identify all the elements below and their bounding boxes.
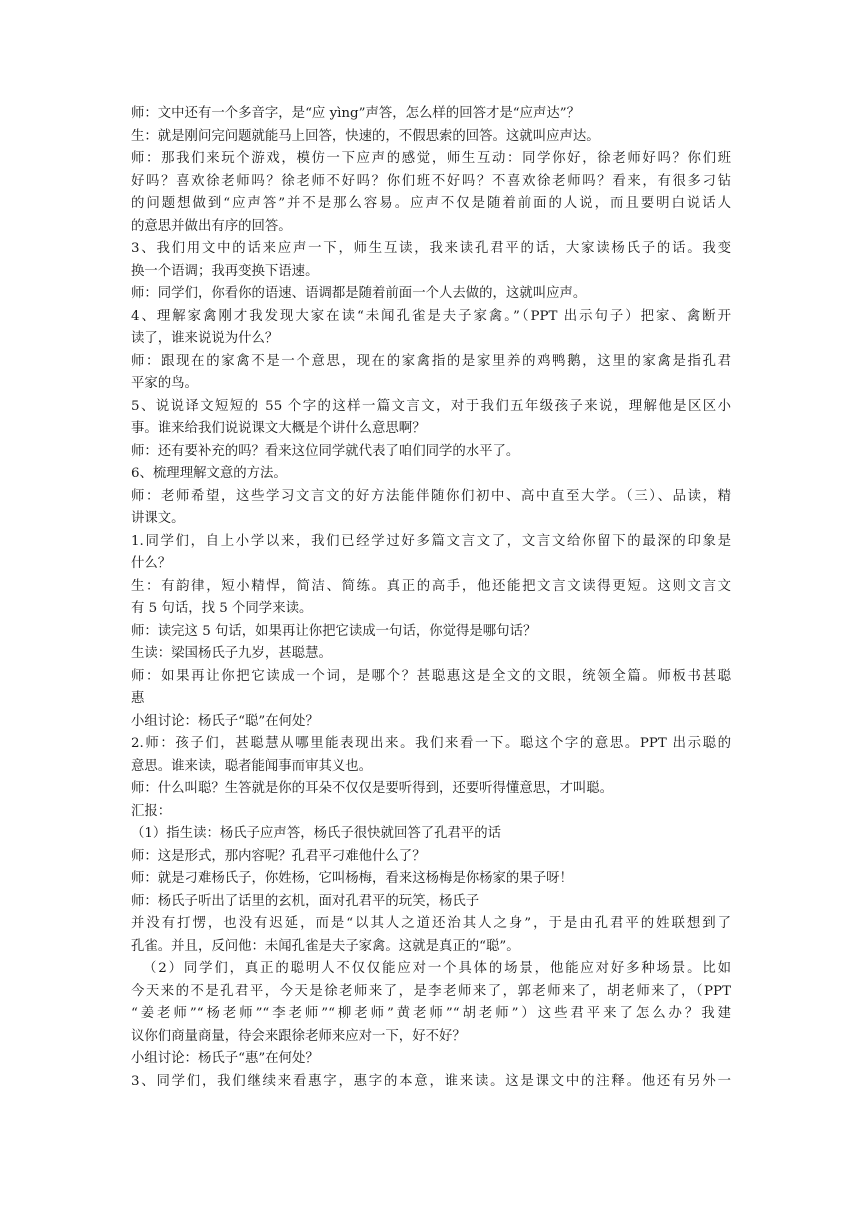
text-line: 汇报： [131, 803, 172, 819]
text-line: 师：老师希望，这些学习文言文的好方法能伴随你们初中、高中直至大学。（三）、品读，精 [131, 488, 731, 504]
text-line: 事。谁来给我们说说课文大概是个讲什么意思啊？ [131, 421, 426, 436]
text-line: 生读：梁国杨氏子九岁，甚聪慧。 [131, 646, 332, 661]
text-line: （2）同学们，真正的聪明人不仅仅能应对一个具体的场景，他能应对好多种场景。比如 [143, 961, 731, 976]
text-line: 师：读完这 5 句话，如果再让你把它读成一句话，你觉得是哪句话？ [131, 623, 537, 639]
text-line: 1.同学们，自上小学以来，我们已经学过好多篇文言文了，文言文给你留下的最深的印象是 [131, 533, 731, 549]
text-line: 小组讨论：杨氏子“聪”在何处？ [131, 713, 319, 729]
text-line: 5、说说译文短短的 55 个字的这样一篇文言文，对于我们五年级孩子来说，理解他是区区小 [131, 398, 731, 414]
text-line: （1）指生读：杨氏子应声答，杨氏子很快就回答了孔君平的话 [131, 826, 502, 841]
text-line: 师：什么叫聪？生答就是你的耳朵不仅仅是要听得到，还要听得懂意思，才叫聪。 [131, 781, 614, 796]
text-line: 读了，谁来说说为什么？ [131, 331, 279, 346]
text-line: 师：同学们，你看你的语速、语调都是随着前面一个人去做的，这就叫应声。 [131, 286, 587, 301]
text-line: 有 5 句话，找 5 个同学来读。 [131, 601, 313, 616]
text-line: 生：就是刚问完问题就能马上回答，快速的，不假思索的回答。这就叫应声达。 [131, 128, 600, 144]
text-line: 3、我们用文中的话来应声一下，师生互读，我来读孔君平的话，大家读杨氏子的话。我变 [131, 241, 731, 256]
text-line: 意思。谁来读，聪者能闻事而审其义也。 [131, 758, 373, 774]
text-line: 师：跟现在的家禽不是一个意思，现在的家禽指的是家里养的鸡鸭鹅，这里的家禽是指孔君 [131, 353, 731, 369]
text-line: 师：如果再让你把它读成一个词，是哪个？甚聪惠这是全文的文眼，统领全篇。师板书甚聪 [131, 668, 731, 684]
text-line: 师：还有要补充的吗？看来这位同学就代表了咱们同学的水平了。 [131, 443, 520, 459]
text-line: 今天来的不是孔君平，今天是徐老师来了，是李老师来了，郭老师来了，胡老师来了，（PPT [131, 983, 731, 999]
text-line: 议你们商量商量，待会来跟徐老师来应对一下，好不好？ [131, 1028, 466, 1044]
text-line: 的意思并做出有序的回答。 [131, 218, 292, 234]
text-line: 6、梳理理解文意的方法。 [131, 466, 287, 481]
text-line: 师：这是形式，那内容呢？孔君平刁难他什么了？ [131, 848, 426, 864]
text-line: 2.师：孩子们，甚聪慧从哪里能表现出来。我们来看一下。聪这个字的意思。PPT 出示聪的 [131, 736, 731, 751]
text-line: 3、同学们，我们继续来看惠字，惠字的本意，谁来读。这是课文中的注释。他还有另外一 [131, 1073, 731, 1089]
text-line: 惠 [131, 691, 145, 706]
text-line: 并没有打愣，也没有迟延，而是“以其人之道还治其人之身”，于是由孔君平的姓联想到了 [131, 916, 731, 931]
text-line: 小组讨论：杨氏子“惠”在何处？ [131, 1051, 319, 1066]
text-line: 师：那我们来玩个游戏，模仿一下应声的感觉，师生互动：同学你好，徐老师好吗？你们班 [131, 151, 731, 166]
text-line: 平家的鸟。 [131, 376, 198, 391]
text-line: 师：文中还有一个多音字，是“应 yìng”声答，怎么样的回答才是“应声达”？ [131, 106, 581, 121]
text-line: 讲课文。 [131, 511, 185, 526]
text-line: 什么？ [131, 556, 172, 571]
text-line: 生：有韵律，短小精悍，简洁、简练。真正的高手，他还能把文言文读得更短。这则文言文 [131, 578, 731, 594]
text-line: 师：就是刁难杨氏子，你姓杨，它叫杨梅，看来这杨梅是你杨家的果子呀！ [131, 871, 573, 886]
text-line: 好吗？喜欢徐老师吗？徐老师不好吗？你们班不好吗？不喜欢徐老师吗？看来，有很多刁钻 [131, 173, 731, 189]
text-line: 师：杨氏子听出了话里的玄机，面对孔君平的玩笑，杨氏子 [131, 893, 480, 909]
text-line: “姜老师”“杨老师”“李老师”“柳老师”黄老师”“胡老师”）这些君平来了怎么办？我建 [131, 1006, 731, 1021]
document-page [131, 103, 731, 1093]
text-line: 的问题想做到“应声答”并不是那么容易。应声不仅是随着前面的人说，而且要明白说话人 [131, 196, 731, 211]
text-line: 换一个语调；我再变换下语速。 [131, 263, 319, 279]
text-line: 4、理解家禽刚才我发现大家在读“未闻孔雀是夫子家禽。”（PPT 出示句子）把家、禽断开 [131, 308, 731, 324]
text-line: 孔雀。并且，反问他：未闻孔雀是夫子家禽。这就是真正的“聪”。 [131, 938, 520, 954]
